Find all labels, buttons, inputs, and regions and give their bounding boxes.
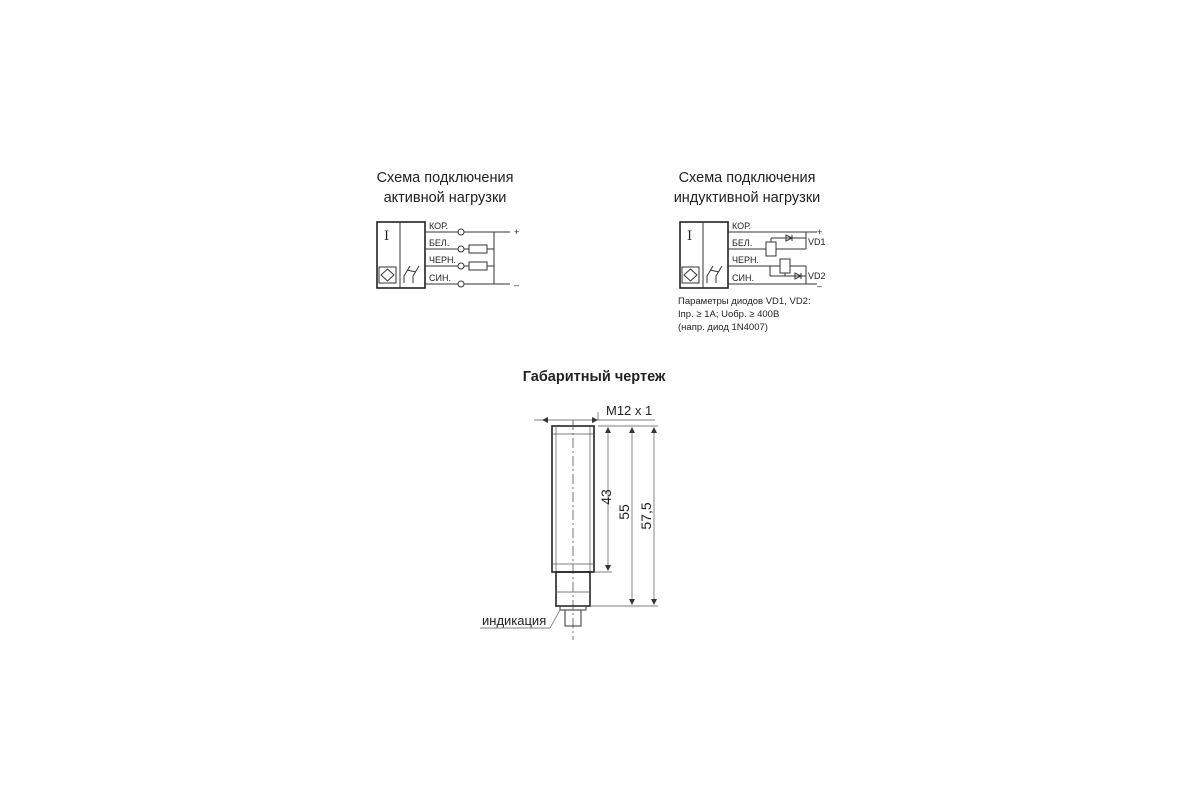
- dimension-55: 55: [616, 504, 632, 520]
- arrow-head-icon: [651, 599, 657, 605]
- switch-contact-icon: [404, 266, 419, 283]
- active-scheme-title-line2: активной нагрузки: [383, 190, 507, 206]
- thread-label: M12 x 1: [606, 403, 653, 418]
- wire-label-blue: СИН.: [429, 273, 451, 283]
- terminal: [458, 246, 464, 252]
- switch-contact-icon: [707, 266, 722, 283]
- wire-label-black: ЧЕРН.: [732, 255, 760, 265]
- arrow-head-icon: [651, 427, 657, 433]
- proximity-sensor-icon: [379, 267, 396, 283]
- diode-note-line1: Параметры диодов VD1, VD2:: [678, 296, 811, 307]
- sensor-type-symbol: I: [687, 229, 693, 244]
- diode-note-line2: Iпр. ≥ 1А; Uобр. ≥ 400В: [678, 309, 780, 320]
- arrow-head-icon: [542, 417, 548, 423]
- sensor-type-symbol: I: [384, 229, 390, 244]
- wire-label-brown: КОР.: [429, 221, 448, 231]
- wire-label-black: ЧЕРН.: [429, 255, 457, 265]
- inductive-load-scheme: [674, 170, 826, 333]
- wire-label-blue: СИН.: [732, 273, 754, 283]
- inductive-scheme-title-line2: индуктивной нагрузки: [673, 190, 821, 206]
- inductive-scheme-title-line1: Схема подключения: [678, 170, 816, 186]
- relay-coil-icon: [780, 259, 790, 273]
- arrow-head-icon: [605, 565, 611, 571]
- dimension-43: 43: [598, 489, 614, 505]
- plus-sign: +: [514, 227, 520, 237]
- wire-label-brown: КОР.: [732, 221, 751, 231]
- proximity-sensor-icon: [682, 267, 699, 283]
- minus-sign: –: [817, 281, 823, 291]
- wire-label-white: БЕЛ.: [429, 238, 450, 248]
- terminal: [458, 281, 464, 287]
- arrow-head-icon: [592, 417, 598, 423]
- diode-note-line3: (напр. диод 1N4007): [678, 322, 768, 333]
- active-scheme-title-line1: Схема подключения: [376, 170, 514, 186]
- plus-sign: +: [817, 227, 823, 237]
- terminal: [458, 229, 464, 235]
- relay-coil-icon: [766, 242, 776, 256]
- arrow-head-icon: [605, 427, 611, 433]
- active-load-scheme: [377, 170, 520, 290]
- arrow-head-icon: [629, 427, 635, 433]
- diode-label-vd1: VD1: [808, 237, 826, 247]
- dimension-drawing: [480, 369, 666, 640]
- dimension-575: 57,5: [638, 502, 654, 530]
- terminal: [458, 263, 464, 269]
- minus-sign: –: [514, 280, 520, 290]
- wire-label-white: БЕЛ.: [732, 238, 753, 248]
- indication-label: индикация: [482, 613, 547, 628]
- load-resistor-icon: [469, 262, 487, 270]
- load-resistor-icon: [469, 245, 487, 253]
- drawing-title: Габаритный чертеж: [522, 369, 666, 385]
- arrow-head-icon: [629, 599, 635, 605]
- diode-label-vd2: VD2: [808, 271, 826, 281]
